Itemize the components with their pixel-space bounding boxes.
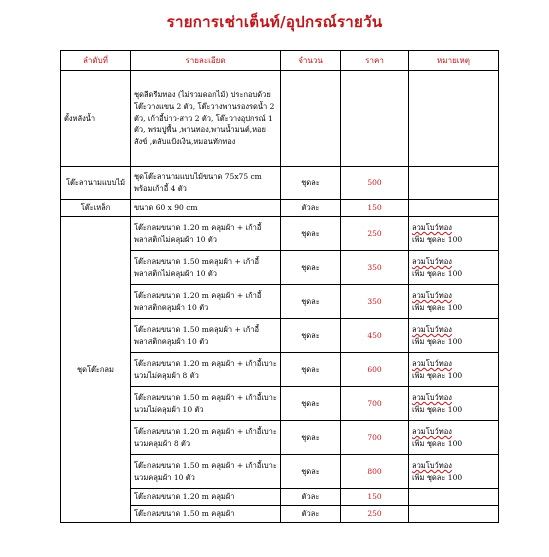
note-line-1: ลวมโบว์ทอง: [412, 392, 452, 402]
note-line-1: ลวมโบว์ทอง: [412, 256, 452, 266]
table-header-row: [61, 51, 499, 71]
table-row: [61, 71, 499, 167]
note-line-1: ลวมโบว์ทอง: [412, 290, 452, 300]
detail-cell: โต๊ะกลมขนาด 1.20 m คลุมผ้า + เก้าอี้พลาสติกคลุมผ้า 10 ตัว: [131, 285, 281, 319]
table-row: [61, 217, 499, 251]
note-line-1: ลวมโบว์ทอง: [412, 426, 452, 436]
rental-table: [60, 50, 499, 523]
detail-cell: โต๊ะกลมขนาด 1.50 m คลุมผ้า + เก้าอี้เบาะนวมไม่คลุมผ้า 10 ตัว: [131, 387, 281, 421]
quantity-cell: ชุดละ: [281, 167, 341, 200]
price-cell: 150: [341, 489, 409, 506]
price-cell: 350: [341, 251, 409, 285]
note-cell: [409, 506, 499, 523]
note-line-2: เพิ่ม ชุดละ 100: [412, 472, 463, 482]
column-header-note: หมายเหตุ: [409, 51, 499, 71]
note-cell: [409, 421, 499, 455]
note-cell: [409, 353, 499, 387]
column-header-quantity: จำนวน: [281, 51, 341, 71]
note-cell: [409, 387, 499, 421]
column-header-order: ลำดับที่: [61, 51, 131, 71]
quantity-cell: ตัวละ: [281, 200, 341, 217]
detail-cell: โต๊ะกลมขนาด 1.50 m คลุมผ้า + เก้าอี้เบาะนวมคลุมผ้า 10 ตัว: [131, 455, 281, 489]
category-cell: โต๊ะเหล็ก: [61, 200, 131, 217]
note-cell: [409, 455, 499, 489]
quantity-cell: ตัวละ: [281, 489, 341, 506]
note-cell: [409, 489, 499, 506]
note-line-1: ลวมโบว์ทอง: [412, 358, 452, 368]
detail-cell: โต๊ะกลมขนาด 1.20 m คลุมผ้า + เก้าอี้พลาสติกไม่คลุมผ้า 10 ตัว: [131, 217, 281, 251]
note-cell: [409, 217, 499, 251]
quantity-cell: ชุดละ: [281, 319, 341, 353]
detail-cell: โต๊ะกลมขนาด 1.50 m คลุมผ้า: [131, 506, 281, 523]
quantity-cell: ชุดละ: [281, 217, 341, 251]
quantity-cell: ชุดละ: [281, 353, 341, 387]
column-header-details: รายละเอียด: [131, 51, 281, 71]
price-cell: [341, 71, 409, 167]
note-cell: [409, 200, 499, 217]
price-cell: 250: [341, 217, 409, 251]
quantity-cell: ชุดละ: [281, 455, 341, 489]
column-header-price: ราคา: [341, 51, 409, 71]
table-row: [61, 167, 499, 200]
price-cell: 700: [341, 387, 409, 421]
note-cell: [409, 251, 499, 285]
note-line-2: เพิ่ม ชุดละ 100: [412, 370, 463, 380]
note-line-2: เพิ่ม ชุดละ 100: [412, 336, 463, 346]
detail-cell: โต๊ะกลมขนาด 1.20 m คลุมผ้า + เก้าอี้เบาะนวมคลุมผ้า 8 ตัว: [131, 421, 281, 455]
category-cell: ชุดโต๊ะกลม: [61, 217, 131, 523]
price-cell: 250: [341, 506, 409, 523]
price-cell: 450: [341, 319, 409, 353]
quantity-cell: [281, 71, 341, 167]
note-line-2: เพิ่ม ชุดละ 100: [412, 268, 463, 278]
detail-cell: ชุดโต๊ะลานามแบบไม้ขนาด 75x75 cm พร้อมเก้าอี้ 4 ตัว: [131, 167, 281, 200]
quantity-cell: ตัวละ: [281, 506, 341, 523]
page-title: รายการเช่าเต็นท์/อุปกรณ์รายวัน: [166, 13, 383, 31]
category-cell: ตั้งหลังน้ำ: [61, 71, 131, 167]
category-cell: โต๊ะลานามแบบไม้: [61, 167, 131, 200]
note-cell: [409, 285, 499, 319]
detail-cell: โต๊ะกลมขนาด 1.50 mคลุมผ้า + เก้าอี้พลาสติกไม่คลุมผ้า 10 ตัว: [131, 251, 281, 285]
note-line-1: ลวมโบว์ทอง: [412, 324, 452, 334]
note-line-1: ลวมโบว์ทอง: [412, 222, 452, 232]
price-cell: 700: [341, 421, 409, 455]
price-cell: 600: [341, 353, 409, 387]
detail-cell: โต๊ะกลมขนาด 1.20 m คลุมผ้า: [131, 489, 281, 506]
detail-cell: ขนาด 60 x 90 cm: [131, 200, 281, 217]
note-line-2: เพิ่ม ชุดละ 100: [412, 438, 463, 448]
note-line-2: เพิ่ม ชุดละ 100: [412, 404, 463, 414]
note-line-2: เพิ่ม ชุดละ 100: [412, 234, 463, 244]
price-cell: 500: [341, 167, 409, 200]
note-cell: [409, 167, 499, 200]
detail-cell: โต๊ะกลมขนาด 1.20 m คลุมผ้า + เก้าอี้เบาะนวมไม่คลุมผ้า 8 ตัว: [131, 353, 281, 387]
note-line-1: ลวมโบว์ทอง: [412, 460, 452, 470]
note-cell: [409, 71, 499, 167]
note-line-2: เพิ่ม ชุดละ 100: [412, 302, 463, 312]
detail-cell: ชุดลีดรีมทอง (ไม่รวมดอกไม้) ประกอบด้วย โต๊ะวางแขน 2 ตัว, โต๊ะวางพานรองรดน้ำ 2 ตัว, เก้าอี้บ่าว-สาว 2 ตัว, โต๊ะวางอุปกรณ์ 1 ตัว, พรมปูพื้น ,พานทอง,พานน้ำมนต์,หอยสังข์ ,ตลับแป้งเงิน,หมอนทักทอง: [131, 71, 281, 167]
quantity-cell: ชุดละ: [281, 285, 341, 319]
price-cell: 350: [341, 285, 409, 319]
quantity-cell: ชุดละ: [281, 387, 341, 421]
quantity-cell: ชุดละ: [281, 421, 341, 455]
quantity-cell: ชุดละ: [281, 251, 341, 285]
detail-cell: โต๊ะกลมขนาด 1.50 mคลุมผ้า + เก้าอี้พลาสติกคลุมผ้า 10 ตัว: [131, 319, 281, 353]
table-row: [61, 200, 499, 217]
price-cell: 150: [341, 200, 409, 217]
note-cell: [409, 319, 499, 353]
price-cell: 800: [341, 455, 409, 489]
